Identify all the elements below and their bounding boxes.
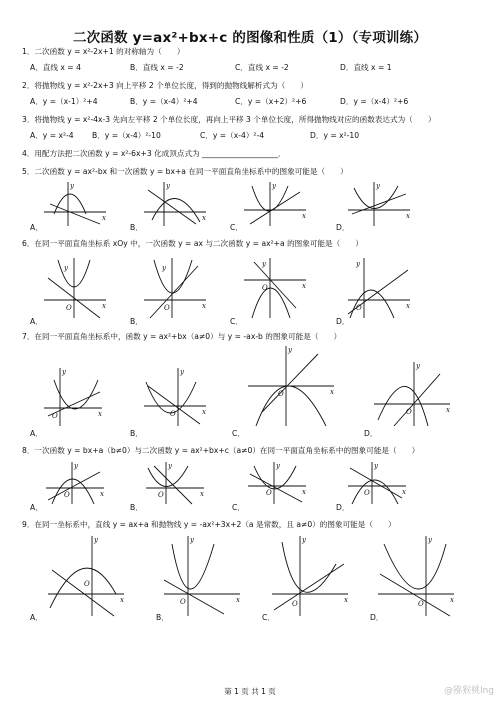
svg-text:y: y (428, 536, 432, 544)
question-3-stem: 3．将抛物线 y = x²-4x-3 先向左平移 2 个单位长度，再向上平移 3 个单位长度，所得抛物线对应的函数表达式为（ ） (22, 115, 436, 124)
page-title: 二次函数 y=ax²+bx+c 的图像和性质（1）（专项训练） (72, 30, 428, 46)
svg-text:O: O (356, 304, 362, 312)
q9-label-d: D． (370, 613, 384, 622)
svg-text:y: y (94, 536, 98, 544)
question-2-options (30, 96, 408, 107)
q5-label-d: D． (336, 223, 350, 232)
q9-graph-d (374, 534, 458, 618)
q7-label-c: C． (232, 429, 245, 438)
question-4-stem: 4．用配方法把二次函数 y = x²-6x+3 化成顶点式为 ____________________． (22, 149, 286, 158)
q9-graph-b (160, 534, 244, 618)
svg-text:y: y (180, 368, 184, 376)
q9-graph-a (44, 534, 128, 618)
question-7-stem: 7．在同一平面直角坐标系中，函数 y = ax²+bx（a≠0）与 y = -ax-b 的图象可能是（ ） (22, 332, 342, 341)
svg-text:x: x (200, 490, 204, 498)
svg-text:O: O (292, 600, 298, 608)
svg-text:y: y (272, 182, 276, 190)
svg-text:O: O (66, 304, 72, 312)
q5-graph-a (40, 180, 110, 228)
q8-graph-a (42, 460, 108, 506)
svg-text:O: O (52, 412, 58, 420)
svg-text:y: y (356, 260, 360, 268)
svg-text:x: x (406, 302, 410, 310)
q7-graph-d (370, 360, 454, 428)
q8-graph-c (244, 460, 310, 506)
svg-text:x: x (202, 214, 206, 222)
q6-label-d: D． (336, 317, 350, 326)
svg-text:y: y (302, 536, 306, 544)
q6-label-b: B． (130, 317, 143, 326)
question-1-stem: 1．二次函数 y = x²-2x+1 的对称轴为（ ） (22, 47, 185, 56)
svg-text:O: O (418, 600, 424, 608)
q8-graph-b (142, 460, 208, 506)
q3-option-c: C．y =（x-4）²-4 (200, 131, 265, 140)
svg-text:y: y (162, 264, 166, 272)
svg-text:y: y (166, 182, 170, 190)
q7-graph-b (140, 366, 210, 428)
svg-text:O: O (170, 410, 176, 418)
watermark: @猕猴桃lng (444, 686, 494, 696)
svg-text:y: y (70, 182, 74, 190)
svg-text:x: x (302, 488, 306, 496)
svg-text:y: y (262, 260, 266, 268)
q6-graph-a (40, 256, 110, 320)
q8-label-c: C． (232, 503, 245, 512)
question-1-options (30, 62, 392, 73)
q1-option-d: D．直线 x = 1 (340, 63, 392, 72)
q8-label-d: D． (336, 503, 350, 512)
svg-text:y: y (190, 536, 194, 544)
q6-graph-d (344, 256, 414, 320)
svg-text:O: O (64, 491, 70, 499)
svg-text:y: y (62, 368, 66, 376)
q3-option-a: A．y = x²-4 (30, 131, 74, 140)
svg-text:O: O (406, 408, 412, 416)
svg-text:O: O (180, 598, 186, 606)
svg-text:y: y (288, 346, 292, 354)
svg-text:O: O (84, 580, 90, 588)
q5-label-c: C． (230, 223, 243, 232)
q1-option-c: C．直线 x = -2 (235, 63, 289, 72)
question-8-stem: 8．一次函数 y = bx+a（b≠0）与二次函数 y = ax²+bx+c（a≠0）在同一平面直角坐标系中的图象可能是（ ） (22, 446, 420, 455)
q5-label-a: A． (30, 223, 43, 232)
q5-graph-c (240, 180, 310, 228)
svg-text:x: x (450, 596, 454, 604)
q7-label-a: A． (30, 429, 43, 438)
svg-text:x: x (302, 282, 306, 290)
q2-option-d: D．y =（x-4）²+6 (340, 97, 409, 106)
question-9-stem: 9．在同一坐标系中，直线 y = ax+a 和抛物线 y = -ax²+3x+2（a 是常数，且 a≠0）的图象可能是（ ） (22, 520, 396, 529)
svg-text:x: x (120, 596, 124, 604)
q9-label-a: A． (30, 613, 43, 622)
svg-text:y: y (416, 362, 420, 370)
q2-option-a: A．y =（x-1）²+4 (30, 97, 98, 106)
question-5-stem: 5．二次函数 y = ax²-bx 和一次函数 y = bx+a 在同一平面直角坐标系中的图象可能是（ ） (22, 167, 348, 176)
q6-graph-b (140, 256, 210, 320)
svg-text:x: x (402, 488, 406, 496)
svg-text:x: x (330, 388, 334, 396)
svg-text:x: x (202, 408, 206, 416)
svg-text:y: y (64, 264, 68, 272)
question-6-stem: 6．在同一平面直角坐标系 xOy 中，一次函数 y = ax 与二次函数 y = ax²+a 的图象可能是（ ） (22, 239, 363, 248)
svg-text:x: x (302, 212, 306, 220)
svg-text:x: x (406, 212, 410, 220)
svg-text:y: y (376, 182, 380, 190)
svg-text:O: O (158, 491, 164, 499)
svg-text:y: y (374, 462, 378, 470)
q3-option-b: B．y =（x-4）²-10 (92, 131, 161, 140)
q6-graph-c (240, 256, 310, 320)
q6-label-c: C． (230, 317, 243, 326)
q9-label-b: B． (156, 613, 169, 622)
svg-text:O: O (364, 489, 370, 497)
svg-text:x: x (102, 302, 106, 310)
q2-option-c: C．y =（x+2）²+6 (235, 97, 307, 106)
svg-text:O: O (164, 304, 170, 312)
question-2-stem: 2．将抛物线 y = x²-2x+3 向上平移 2 个单位长度，得到的抛物线解析式为（ ） (22, 81, 309, 90)
q8-label-a: A． (30, 503, 43, 512)
q6-label-a: A． (30, 317, 43, 326)
q1-option-a: A．直线 x = 4 (30, 63, 81, 72)
q8-graph-d (344, 460, 410, 506)
q5-graph-b (140, 180, 210, 228)
q8-label-b: B． (130, 503, 143, 512)
svg-text:x: x (102, 214, 106, 222)
svg-text:x: x (344, 596, 348, 604)
svg-text:O: O (266, 489, 272, 497)
svg-text:O: O (262, 284, 268, 292)
svg-text:x: x (202, 302, 206, 310)
question-3-options (30, 130, 359, 141)
svg-text:x: x (100, 490, 104, 498)
q1-option-b: B．直线 x = -2 (130, 63, 184, 72)
svg-text:x: x (236, 596, 240, 604)
svg-text:y: y (276, 462, 280, 470)
q7-graph-c (244, 344, 338, 428)
q9-label-c: C． (262, 613, 275, 622)
q7-graph-a (40, 366, 106, 428)
q7-label-b: B． (130, 429, 143, 438)
q3-option-d: D．y = x²-10 (310, 131, 360, 140)
svg-text:x: x (446, 406, 450, 414)
q7-label-d: D． (364, 429, 378, 438)
q9-graph-c (268, 534, 352, 618)
svg-text:y: y (168, 462, 172, 470)
q5-label-b: B． (130, 223, 143, 232)
q5-graph-d (344, 180, 414, 228)
svg-text:O: O (278, 390, 284, 398)
q2-option-b: B．y =（x-4）²+4 (130, 97, 198, 106)
page-footer: 第 1 页 共 1 页 (224, 687, 276, 696)
svg-text:x: x (98, 410, 102, 418)
svg-text:y: y (74, 462, 78, 470)
